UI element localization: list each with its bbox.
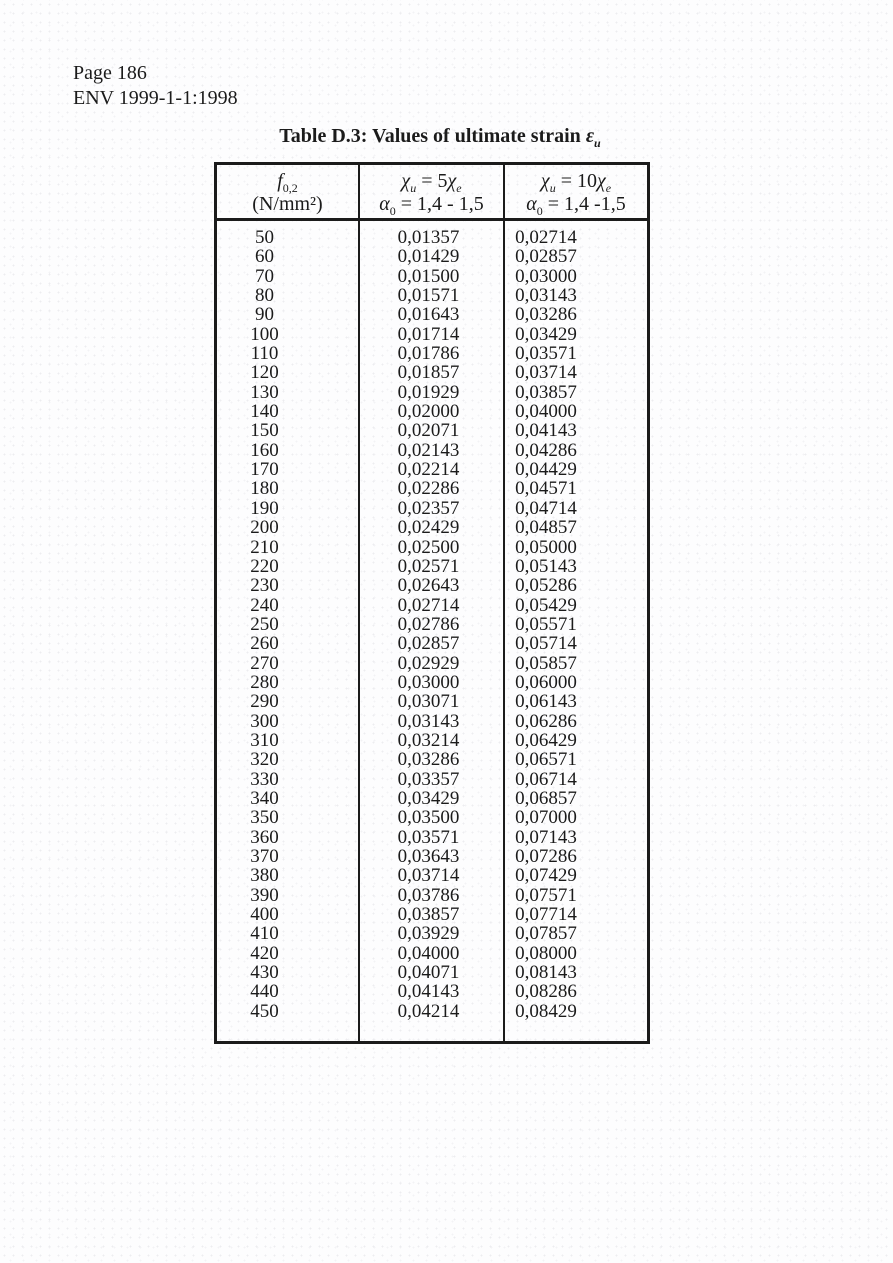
table-body	[217, 221, 647, 1041]
table-cell: 0,02357	[397, 497, 460, 519]
table-cell: 0,03714	[515, 362, 577, 384]
table-cell: 0,04571	[515, 478, 577, 500]
table-cell: 140	[250, 401, 279, 423]
table-cell: 0,08286	[515, 981, 577, 1003]
table-cell: 0,03643	[397, 846, 460, 867]
table-cell: 0,02500	[397, 536, 460, 558]
table-cell: 0,02214	[397, 459, 460, 481]
table-cell: 0,03500	[397, 807, 460, 829]
table-cell: 0,04071	[397, 962, 460, 984]
table-cell: 0,06571	[515, 749, 577, 771]
column-f02-values	[217, 221, 360, 1041]
table-cell: 410	[250, 923, 279, 945]
table-cell: 160	[250, 439, 279, 461]
table-cell: 280	[250, 671, 279, 693]
table-cell: 0,07714	[515, 904, 577, 926]
table-cell: 0,02714	[397, 594, 460, 616]
table-cell: 260	[250, 633, 279, 655]
table-cell: 0,07143	[515, 826, 577, 848]
table-cell: 0,01643	[397, 304, 460, 326]
table-cell: 0,02857	[515, 246, 577, 268]
table-cell: 70	[255, 265, 274, 287]
table-cell: 180	[250, 478, 279, 500]
table-cell: 0,05571	[515, 613, 577, 635]
table-cell: 0,02571	[397, 555, 460, 577]
table-cell: 0,02714	[515, 227, 577, 248]
table-cell: 0,08429	[515, 1000, 577, 1022]
table-cell: 0,07000	[515, 807, 577, 829]
epsilon-subscript: u	[594, 136, 601, 150]
table-cell: 230	[250, 575, 279, 597]
table-cell: 360	[250, 826, 279, 848]
table-cell: 340	[250, 787, 279, 809]
table-cell: 120	[250, 362, 279, 384]
table-cell: 0,03429	[515, 323, 577, 345]
table-cell: 0,02286	[397, 478, 460, 500]
table-cell: 0,03786	[397, 884, 460, 906]
table-cell: 130	[250, 381, 279, 403]
table-cell: 0,01786	[397, 343, 460, 365]
table-cell: 0,01929	[397, 381, 460, 403]
table-cell: 0,02929	[397, 652, 460, 674]
table-cell: 0,08143	[515, 962, 577, 984]
table-cell: 60	[255, 246, 274, 268]
table-cell: 0,04143	[397, 981, 460, 1003]
table-cell: 0,03143	[397, 710, 460, 732]
table-cell: 0,02857	[397, 633, 460, 655]
table-cell: 0,04143	[515, 420, 577, 442]
table-cell: 290	[250, 691, 279, 713]
table-cell: 0,02071	[397, 420, 460, 442]
table-cell: 0,03857	[397, 904, 460, 926]
table-cell: 320	[250, 749, 279, 771]
table-cell: 0,03071	[397, 691, 460, 713]
header-cell-chi10	[505, 165, 647, 218]
table-cell: 0,03000	[397, 671, 460, 693]
table-cell: 0,06286	[515, 710, 577, 732]
table-cell: 0,05714	[515, 633, 577, 655]
table-cell: 390	[250, 884, 279, 906]
table-cell: 190	[250, 497, 279, 519]
table-cell: 0,02000	[397, 401, 460, 423]
table-cell: 240	[250, 594, 279, 616]
table-cell: 440	[250, 981, 279, 1003]
table-cell: 0,05143	[515, 555, 577, 577]
header-cell-chi5	[360, 165, 505, 218]
table-cell: 0,03214	[397, 729, 460, 751]
table-cell: 0,06714	[515, 768, 577, 790]
table-cell: 110	[250, 343, 279, 365]
header-cell-f02	[217, 165, 360, 218]
header-f02-unit-line: (N/mm²)	[252, 192, 323, 215]
table-cell: 0,01714	[397, 323, 460, 345]
table-cell: 0,04286	[515, 439, 577, 461]
table-cell: 330	[250, 768, 279, 790]
table-cell: 0,01357	[397, 227, 460, 248]
table-cell: 0,04429	[515, 459, 577, 481]
table-cell: 0,02143	[397, 439, 460, 461]
table-cell: 0,03929	[397, 923, 460, 945]
table-cell: 0,03143	[515, 285, 577, 307]
table-cell: 0,03357	[397, 768, 460, 790]
table-cell: 0,07571	[515, 884, 577, 906]
table-cell: 400	[250, 904, 279, 926]
table-cell: 50	[255, 227, 274, 248]
table-cell: 0,06857	[515, 787, 577, 809]
table-cell: 0,07429	[515, 865, 577, 887]
table-cell: 0,02643	[397, 575, 460, 597]
table-cell: 0,05000	[515, 536, 577, 558]
table-cell: 0,03857	[515, 381, 577, 403]
table-cell: 0,05857	[515, 652, 577, 674]
table-cell: 0,03000	[515, 265, 577, 287]
table-cell: 0,02429	[397, 517, 460, 539]
table-cell: 0,05286	[515, 575, 577, 597]
table-cell: 300	[250, 710, 279, 732]
epsilon-symbol: ε	[585, 125, 595, 147]
standard-reference-line: ENV 1999-1-1:1998	[73, 87, 238, 109]
table-cell: 0,02786	[397, 613, 460, 635]
table-cell: 0,03714	[397, 865, 460, 887]
header-chi10-alpha-line: $\alpha_0 = 1,4$ -1,5	[526, 192, 626, 218]
table-cell: 0,03286	[515, 304, 577, 326]
table-cell: 0,04714	[515, 497, 577, 519]
header-f02-symbol-line: $f_{0,2}$	[277, 169, 298, 195]
column-eps-10chi-values	[505, 221, 647, 1041]
values-table	[214, 162, 650, 1044]
table-cell: 380	[250, 865, 279, 887]
table-cell: 220	[250, 555, 279, 577]
table-cell: 0,03571	[515, 343, 577, 365]
table-cell: 0,07286	[515, 846, 577, 867]
table-cell: 250	[250, 613, 279, 635]
table-cell: 0,06143	[515, 691, 577, 713]
table-cell: 0,06000	[515, 671, 577, 693]
page-number-line: Page 186	[73, 62, 147, 84]
header-chi5-alpha-line: $\alpha_0 = 1,4 - 1,5$	[379, 192, 484, 218]
table-cell: 170	[250, 459, 279, 481]
table-cell: 0,01500	[397, 265, 460, 287]
table-cell: 0,04857	[515, 517, 577, 539]
table-cell: 0,03286	[397, 749, 460, 771]
table-cell: 100	[250, 323, 279, 345]
table-cell: 370	[250, 846, 279, 867]
table-cell: 350	[250, 807, 279, 829]
header-chi5-formula-line: $\chi_u = 5\chi_e$	[401, 169, 462, 195]
table-cell: 0,07857	[515, 923, 577, 945]
table-cell: 150	[250, 420, 279, 442]
table-cell: 90	[255, 304, 274, 326]
table-cell: 270	[250, 652, 279, 674]
table-cell: 0,04000	[397, 942, 460, 964]
page-header	[73, 61, 238, 111]
table-cell: 0,01429	[397, 246, 460, 268]
table-cell: 0,03429	[397, 787, 460, 809]
table-cell: 0,03571	[397, 826, 460, 848]
table-cell: 0,05429	[515, 594, 577, 616]
table-cell: 0,04214	[397, 1000, 460, 1022]
table-cell: 0,04000	[515, 401, 577, 423]
table-title	[214, 125, 666, 151]
table-cell: 210	[250, 536, 279, 558]
table-cell: 430	[250, 962, 279, 984]
table-cell: 310	[250, 729, 279, 751]
table-header-row	[217, 165, 647, 221]
table-cell: 80	[255, 285, 274, 307]
header-chi10-formula-line: $\chi_u = 10\chi_e$	[540, 169, 612, 195]
table-cell: 200	[250, 517, 279, 539]
table-cell: 450	[250, 1000, 279, 1022]
table-cell: 0,01857	[397, 362, 460, 384]
table-title-text: Table D.3: Values of ultimate strain	[279, 125, 586, 147]
table-cell: 420	[250, 942, 279, 964]
table-cell: 0,08000	[515, 942, 577, 964]
table-cell: 0,01571	[397, 285, 460, 307]
table-cell: 0,06429	[515, 729, 577, 751]
